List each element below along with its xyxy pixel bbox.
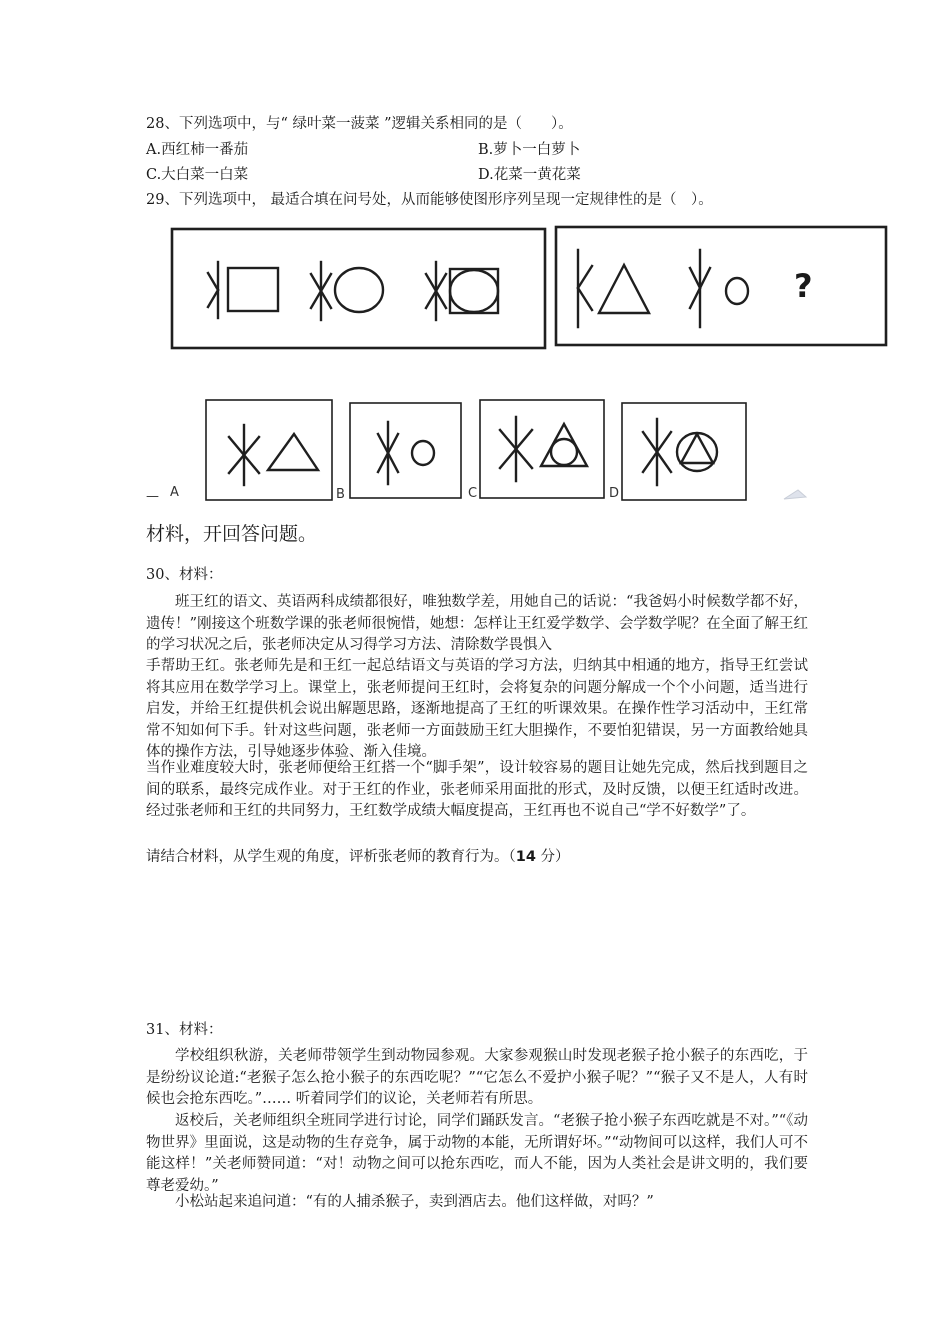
q31-title: 31、材料： (146, 1022, 223, 1038)
q31-paragraph-1: 学校组织秋游，关老师带领学生到动物园参观。大家参观猴山时发现老猴子抢小猴子的东西吃，于是纷纷议论道:“老猴子怎么抢小猴子的东西吃呢？”“它怎么不爱护小猴子呢？”“猴子又不是人，人有时候也会抢东西吃。”…… 听着同学们的议论，关老师若有所思。 (146, 1048, 808, 1107)
figure-bracket-triangle (578, 250, 649, 327)
q29-figure-sequence (0, 0, 950, 520)
option-c-label[interactable]: C (468, 486, 478, 501)
figure-bracket-small-circle (690, 250, 748, 327)
option-a-label[interactable]: A (170, 485, 179, 500)
option-b-label[interactable]: B (336, 487, 345, 502)
q28-option-d[interactable]: D.花菜一黄花菜 (478, 167, 581, 183)
option-b-figure (378, 422, 434, 484)
pen-mark (784, 490, 806, 499)
q29-stem: 29、下列选项中， 最适合填在问号处，从而能够使图形序列呈现一定规律性的是（ ）。 (146, 192, 713, 208)
q30-paragraph-3: 当作业难度较大时，张老师便给王红搭一个“脚手架”，设计较容易的题目让她先完成，然后找到题目之间的联系，最终完成作业。对于王红的作业，张老师采用面批的形式，及时反馈，以便王红适时改进。经过张老师和王红的共同努力，王红数学成绩大幅度提高，王红再也不说自己“学不好数学”了。 (146, 760, 808, 819)
figure-bracket-circle (311, 262, 383, 320)
option-c-frame (480, 400, 604, 498)
dash-mark: — (146, 489, 159, 504)
figure-bracket-square-circle (426, 262, 498, 320)
q30-question: 请结合材料，从学生观的角度，评析张老师的教育行为。（14 分） (146, 849, 570, 865)
q28-option-a[interactable]: A.西红柿一番茄 (146, 142, 249, 158)
question-mark: ? (794, 267, 813, 305)
sequence-frame-right (556, 227, 886, 345)
section-heading: 材料，开回答问题。 (146, 523, 318, 545)
q31-paragraph-2: 返校后，关老师组织全班同学进行讨论，同学们踊跃发言。“老猴子抢小猴子东西吃就是不对。”“《动物世界》里面说，这是动物的生存竞争，属于动物的本能，无所谓好坏。”“动物间可以这样，我们人可不能这样！”关老师赞同道：“对！动物之间可以抢东西吃，而人不能，因为人类社会是讲文明的，我们要尊老爱幼。” (146, 1113, 808, 1194)
option-b-frame (350, 403, 461, 498)
q28-option-b[interactable]: B.萝卜一白萝卜 (478, 142, 581, 158)
q30-paragraph-1: 班王红的语文、英语两科成绩都很好，唯独数学差，用她自己的话说：“我爸妈小时候数学都不好，遗传！”刚接这个班数学课的张老师很惋惜，她想：怎样让王红爱学数学、会学数学呢？在全面了解王红的学习状况之后，张老师决定从习得学习方法、清除数学畏惧入 (146, 594, 808, 653)
option-a-figure (229, 425, 318, 485)
q30-title: 30、材料： (146, 567, 223, 583)
q28-option-c[interactable]: C.大白菜一白菜 (146, 167, 249, 183)
figure-bracket-square (208, 262, 278, 318)
option-d-figure (643, 419, 717, 485)
option-a-frame (206, 400, 332, 500)
q30-paragraph-2: 手帮助王红。张老师先是和王红一起总结语文与英语的学习方法，归纳其中相通的地方，指导王红尝试将其应用在数学学习上。课堂上，张老师提问王红时，会将复杂的问题分解成一个个小问题，适当进行启发，并给王红提供机会说出解题思路，逐渐地提高了王红的听课效果。在操作性学习活动中，王红常常不知如何下手。针对这些问题，张老师一方面鼓励王红大胆操作，不要怕犯错误，另一方面教给她具体的操作方法，引导她逐步体验、渐入佳境。 (146, 658, 808, 760)
q28-stem: 28、下列选项中，与“ 绿叶菜一菠菜 ”逻辑关系相同的是（ ）。 (146, 116, 573, 132)
option-d-frame (622, 403, 746, 500)
option-c-figure (500, 417, 587, 481)
q31-paragraph-3: 小松站起来追问道：“有的人捕杀猴子，卖到酒店去。他们这样做，对吗？” (175, 1194, 654, 1210)
option-d-label[interactable]: D (609, 486, 620, 501)
